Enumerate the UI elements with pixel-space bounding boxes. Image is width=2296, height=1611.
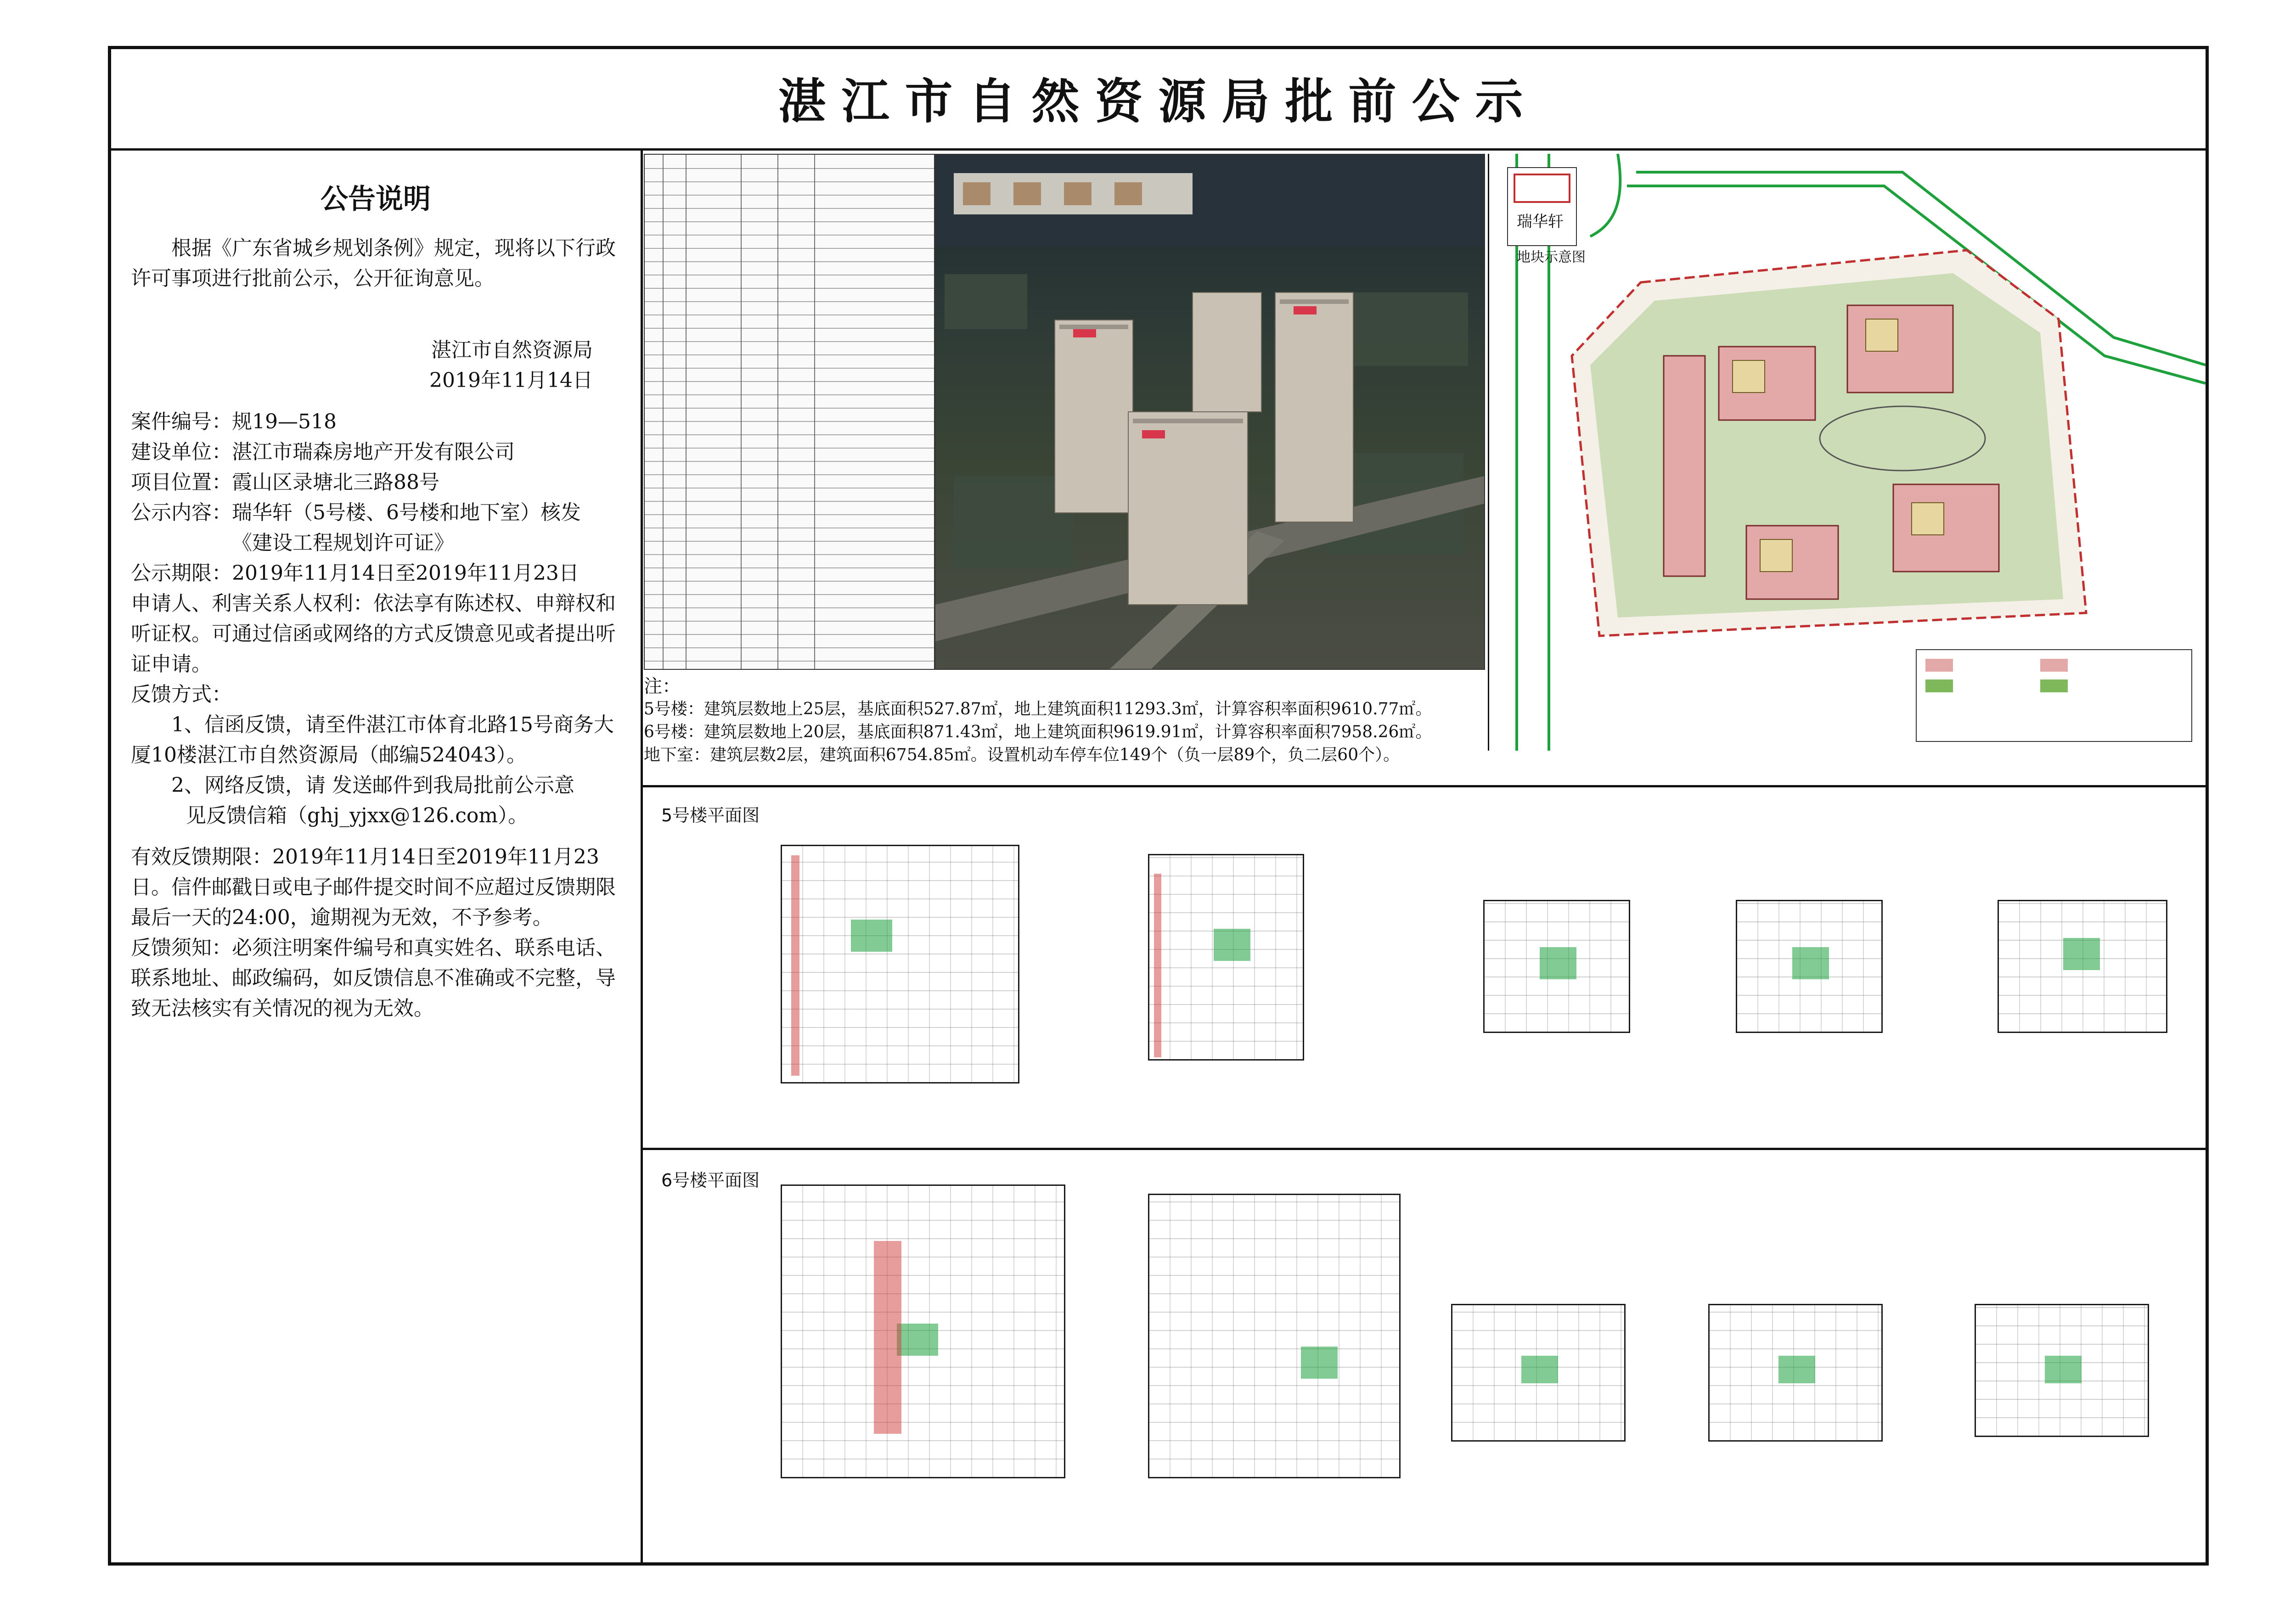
feedback-email: 2、网络反馈，请 发送邮件到我局批前公示意 [171,774,574,797]
project-location: 项目位置：霞山区录塘北三路88号 [131,471,439,494]
b5-plan-5 [1998,900,2167,1033]
notice-heading: 公告说明 [321,183,431,215]
b6-plan-1 [781,1184,1065,1478]
feedback-title: 反馈方式： [131,683,232,706]
note-basement: 地下室：建筑层数2层，建筑面积6754.85㎡。设置机动车停车位149个（负一层89个，负二层60个）。 [644,746,1400,764]
notes-block [644,675,1486,783]
note-building-6: 6号楼：建筑层数地上20层，基底面积871.43㎡，地上建筑面积9619.91㎡，计算容积率面积7958.26㎡。 [644,723,1432,741]
notice-content-2: 《建设工程规划许可证》 [232,531,454,555]
b6-plan-2 [1148,1194,1401,1478]
section-title-building-5: 5号楼平面图 [661,805,760,825]
notice-content: 公示内容：瑞华轩（5号楼、6号楼和地下室）核发 [131,501,581,524]
rights-text: 申请人、利害关系人权利：依法享有陈述权、申辩权和听证权。可通过信函或网络的方式反馈意见或者提出听证申请。 [131,592,616,676]
site-map-label: 地块示意图 [1517,249,1586,265]
b6-plan-5 [1975,1304,2149,1437]
page-title: 湛江市自然资源局批前公示 [778,73,1539,129]
title-bar [108,46,2209,151]
notice-intro: 根据《广东省城乡规划条例》规定，现将以下行政许可事项进行批前公示，公开征询意见。 [131,236,616,290]
notes-label: 注： [644,676,681,697]
b5-plan-3 [1483,900,1630,1033]
notice-column [108,151,643,1566]
notice-period: 公示期限：2019年11月14日至2019年11月23日 [131,561,579,585]
feedback-email-address: 见反馈信箱（ghj_yjxx@126.com）。 [186,804,529,827]
project-name-label: 瑞华轩 [1517,213,1564,231]
b5-plan-2 [1148,854,1304,1061]
notice-date: 2019年11月14日 [429,369,593,392]
b5-plan-1 [781,845,1019,1083]
builder: 建设单位：湛江市瑞森房地产开发有限公司 [131,440,515,464]
feedback-deadline: 有效反馈期限：2019年11月14日至2019年11月23日。信件邮戳日或电子邮件提交时间不应超过反馈期限最后一天的24:00，逾期视为无效，不予参考。 [131,845,616,929]
feedback-letter: 1、信函反馈，请至件湛江市体育北路15号商务大厦10楼湛江市自然资源局（邮编524043）。 [131,713,614,767]
b6-plan-4 [1708,1304,1883,1442]
b6-plan-3 [1451,1304,1626,1442]
divider-middle [643,1148,2209,1150]
indicator-table-grid [645,155,934,669]
note-building-5: 5号楼：建筑层数地上25层，基底面积527.87㎡，地上建筑面积11293.3㎡，计算容积率面积9610.77㎡。 [644,700,1432,718]
case-number: 案件编号：规19—518 [131,410,337,433]
aerial-rendering [934,154,1485,670]
b5-plan-4 [1736,900,1883,1033]
divider-top [643,785,2209,787]
rendering-image [935,155,1484,669]
feedback-notice: 反馈须知：必须注明案件编号和真实姓名、联系电话、联系地址、邮政编码，如反馈信息不准确或不完整，导致无法核实有关情况的视为无效。 [131,936,616,1020]
indicator-table [644,154,935,670]
site-plan-drawing [1489,154,2206,751]
site-plan [1488,154,2206,751]
notice-issuer: 湛江市自然资源局 [431,338,593,362]
section-title-building-6: 6号楼平面图 [661,1170,760,1190]
